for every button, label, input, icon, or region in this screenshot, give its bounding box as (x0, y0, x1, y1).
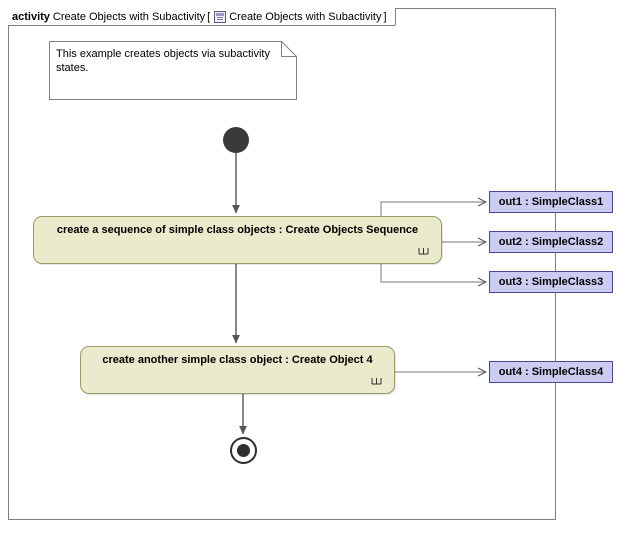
frame-diagram-name: Create Objects with Subactivity (229, 10, 382, 23)
object-node-out1[interactable]: out1 : SimpleClass1 (489, 191, 613, 213)
object-node-out3[interactable]: out3 : SimpleClass3 (489, 271, 613, 293)
action-create-object-4[interactable] (80, 346, 395, 394)
activity-diagram-icon (214, 11, 226, 23)
activity-frame-header (8, 8, 396, 26)
comment-note[interactable] (49, 41, 297, 100)
initial-node[interactable] (223, 127, 249, 153)
action-label: create another simple class object : Create Object 4 (102, 354, 373, 366)
subactivity-rake-icon (418, 247, 429, 258)
frame-bracket-close: ] (383, 10, 387, 23)
frame-bracket-open: [ (207, 10, 211, 23)
object-node-out4[interactable]: out4 : SimpleClass4 (489, 361, 613, 383)
frame-name: Create Objects with Subactivity (52, 10, 206, 23)
frame-keyword: activity (12, 10, 50, 23)
activity-final-node[interactable] (230, 437, 257, 464)
action-create-objects-sequence[interactable] (33, 216, 442, 264)
object-node-out2[interactable]: out2 : SimpleClass2 (489, 231, 613, 253)
note-text: This example creates objects via subactivity states. (56, 48, 270, 74)
action-label: create a sequence of simple class objects : Create Objects Sequence (56, 224, 419, 236)
subactivity-rake-icon (371, 377, 382, 388)
